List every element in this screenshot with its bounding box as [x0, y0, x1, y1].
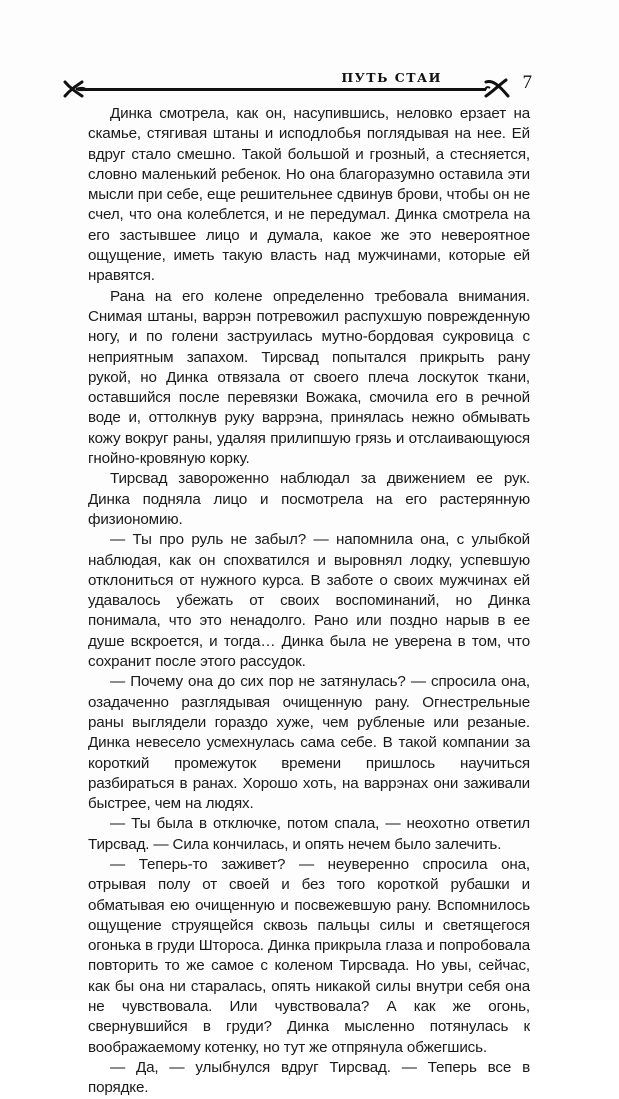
page-number: 7: [522, 72, 532, 93]
paragraph: — Да, — улыбнулся вдруг Тирсвад. — Теперь все в порядке.: [88, 1058, 530, 1097]
paragraph: — Ты была в отключке, потом спала, — неохотно ответил Тирсвад. — Сила кончилась, и опять нечем было залечить.: [88, 815, 530, 853]
page-header: [62, 66, 532, 100]
paragraph: — Теперь-то заживет? — неуверенно спросила она, отрывая полу от своей и без того короткой рубашки и обматывая ею очищенную и посвежевшую рану. Вспомнилось ощущение струящейся сквозь пальцы силы и светящегося огонька в груди Штороса. Динка прикрыла глаза и попробовала повторить то же самое с коленом Тирсвада. Но увы, сейчас, как бы она ни старалась, опять никакой силы внутри себя она не чувствовала. Или чувствовала? А как же огонь, свернувшийся в груди? Динка мысленно потянулась к воображаемому котенку, но тут же отпрянула обжегшись.: [88, 855, 530, 1056]
paragraph: Рана на его колене определенно требовала внимания. Снимая штаны, варрэн потревожил распухшую поврежденную ногу, и по голени заструилась мутно-бордовая сукровица с неприятным запахом. Тирсвад попытался прикрыть рану рукой, но Динка отвязала от своего плеча лоскуток ткани, оставшийся после перевязки Вожака, смочила его в речной воде и, оттолкнув руку варрэна, принялась нежно обмывать кожу вокруг раны, удаляя прилипшую грязь и отслаивающуюся гнойно-кровяную корку.: [88, 287, 530, 468]
header-rule: [80, 88, 486, 91]
body-text: [88, 104, 530, 1099]
ornament-knot-right-icon: [484, 76, 510, 100]
running-title: ПУТЬ СТАИ: [333, 70, 450, 85]
paragraph: — Ты про руль не забыл? — напомнила она, с улыбкой наблюдая, как он спохватился и выровнял лодку, успевшую отклониться от нужного курса. В заботе о своих мужчинах ей удавалось убежать от своих воспоминаний, но Динка понимала, что это ненадолго. Рано или поздно нарыв в ее душе вскроется, и тогда… Динка была не уверена в том, что сохранит после этого рассудок.: [88, 531, 530, 671]
paragraph: — Почему она до сих пор не затянулась? — спросила она, озадаченно разглядывая очищенную рану. Огнестрельные раны выглядели гораздо хуже, чем рубленые или резаные. Динка невесело усмехнулась сама себе. В такой компании за короткий промежуток времени пришлось научиться разбираться в ранах. Хорошо хоть, на варрэнах они заживали быстрее, чем на людях.: [88, 673, 530, 813]
paragraph: Тирсвад завороженно наблюдал за движением ее рук. Динка подняла лицо и посмотрела на его растерянную физиономию.: [88, 470, 530, 528]
paragraph: Динка смотрела, как он, насупившись, неловко ерзает на скамье, стягивая штаны и исподлобья поглядывая на нее. Ей вдруг стало смешно. Такой большой и грозный, а стесняется, словно маленький ребенок. Но она благоразумно оставила эти мысли при себе, еще решительнее сдвинув брови, чтобы он не счел, что она колеблется, и не передумал. Динка смотрела на его застывшее лицо и думала, какое же это невероятное ощущение, иметь такую власть над мужчинами, которые ей нравятся.: [88, 105, 530, 285]
